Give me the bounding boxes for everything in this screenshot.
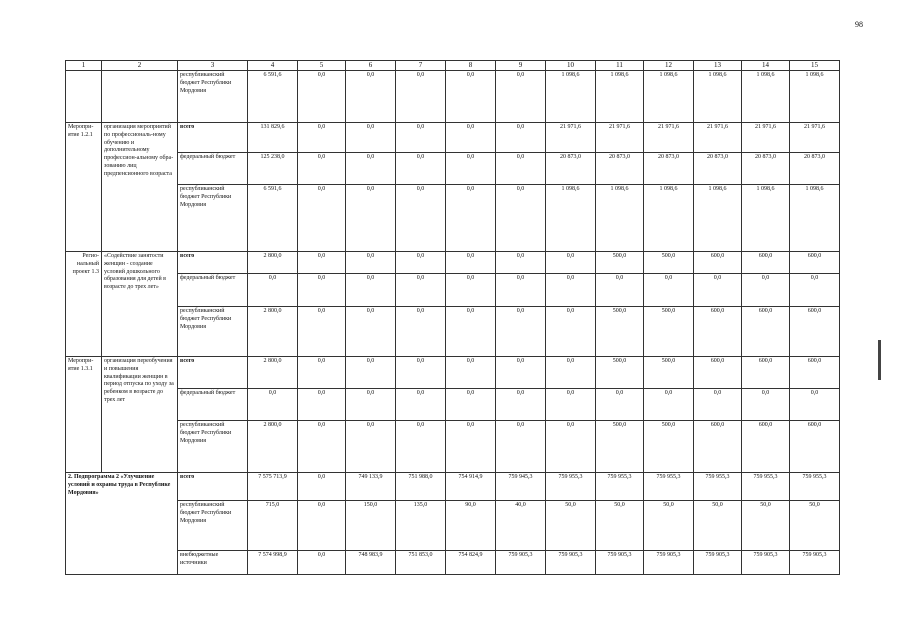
value-cell: 748 983,9	[346, 551, 396, 575]
funding-source: республиканский бюджет Республики Мордовия	[178, 501, 248, 551]
value-cell: 50,0	[644, 501, 694, 551]
value-cell: 0,0	[298, 123, 346, 153]
value-cell: 0,0	[496, 252, 546, 274]
table-row	[66, 153, 840, 185]
value-cell: 0,0	[546, 274, 596, 307]
value-cell: 21 971,6	[790, 123, 840, 153]
value-cell: 0,0	[496, 389, 546, 421]
value-cell: 1 098,6	[596, 185, 644, 252]
activity-name: организация мероприятий по профессиональ-ному обучению и дополнительному профессион-альному обра-зованию лиц предпенсионного возраста	[102, 123, 178, 252]
value-cell: 131 829,6	[248, 123, 298, 153]
value-cell: 150,0	[346, 501, 396, 551]
value-cell: 0,0	[396, 357, 446, 389]
value-cell: 600,0	[790, 252, 840, 274]
value-cell: 0,0	[596, 389, 644, 421]
value-cell: 0,0	[496, 123, 546, 153]
budget-table	[65, 60, 840, 575]
value-cell: 0,0	[446, 421, 496, 473]
value-cell: 2 800,0	[248, 357, 298, 389]
value-cell: 715,0	[248, 501, 298, 551]
value-cell: 1 098,6	[596, 71, 644, 123]
value-cell: 2 800,0	[248, 307, 298, 357]
value-cell: 0,0	[298, 153, 346, 185]
funding-source: федеральный бюджет	[178, 153, 248, 185]
value-cell: 0,0	[790, 389, 840, 421]
value-cell: 0,0	[346, 153, 396, 185]
value-cell: 1 098,6	[694, 71, 742, 123]
value-cell: 21 971,6	[694, 123, 742, 153]
value-cell: 759 955,3	[546, 473, 596, 501]
table-row	[66, 501, 840, 551]
value-cell: 0,0	[346, 274, 396, 307]
value-cell: 500,0	[596, 307, 644, 357]
table-row	[66, 252, 840, 274]
value-cell: 1 098,6	[546, 71, 596, 123]
value-cell: 0,0	[496, 153, 546, 185]
value-cell: 2 800,0	[248, 252, 298, 274]
funding-source: федеральный бюджет	[178, 274, 248, 307]
value-cell: 0,0	[396, 252, 446, 274]
table-row	[66, 123, 840, 153]
header-cell: 9	[496, 61, 546, 71]
value-cell: 0,0	[644, 274, 694, 307]
value-cell: 1 098,6	[742, 185, 790, 252]
value-cell: 600,0	[742, 421, 790, 473]
value-cell: 0,0	[446, 123, 496, 153]
value-cell: 0,0	[596, 274, 644, 307]
value-cell: 0,0	[446, 307, 496, 357]
value-cell: 759 905,3	[496, 551, 546, 575]
value-cell: 0,0	[298, 551, 346, 575]
value-cell: 0,0	[396, 185, 446, 252]
header-cell: 7	[396, 61, 446, 71]
value-cell: 135,0	[396, 501, 446, 551]
value-cell: 0,0	[496, 357, 546, 389]
value-cell: 0,0	[496, 274, 546, 307]
value-cell: 0,0	[298, 185, 346, 252]
value-cell: 0,0	[546, 421, 596, 473]
value-cell: 7 574 998,9	[248, 551, 298, 575]
value-cell: 0,0	[546, 252, 596, 274]
scan-artifact	[878, 340, 881, 380]
header-cell: 8	[446, 61, 496, 71]
value-cell: 759 955,3	[596, 473, 644, 501]
value-cell: 759 955,3	[790, 473, 840, 501]
table-row	[66, 274, 840, 307]
table-row	[66, 389, 840, 421]
value-cell: 759 905,3	[596, 551, 644, 575]
value-cell: 1 098,6	[742, 71, 790, 123]
value-cell: 500,0	[596, 357, 644, 389]
value-cell: 50,0	[596, 501, 644, 551]
header-cell: 3	[178, 61, 248, 71]
value-cell: 0,0	[546, 307, 596, 357]
value-cell: 50,0	[742, 501, 790, 551]
value-cell: 0,0	[446, 252, 496, 274]
funding-source: всего	[178, 252, 248, 274]
header-cell: 11	[596, 61, 644, 71]
value-cell: 600,0	[694, 357, 742, 389]
value-cell: 0,0	[496, 71, 546, 123]
value-cell: 600,0	[790, 421, 840, 473]
value-cell: 20 873,0	[596, 153, 644, 185]
value-cell: 0,0	[346, 357, 396, 389]
header-cell: 15	[790, 61, 840, 71]
funding-source: республиканский бюджет Республики Мордовия	[178, 71, 248, 123]
subprogram-title: 2. Подпрограмма 2 «Улучшение условий и охраны труда в Республике Мордовия»	[66, 473, 178, 575]
value-cell: 0,0	[298, 473, 346, 501]
table-row	[66, 473, 840, 501]
value-cell: 500,0	[644, 421, 694, 473]
value-cell: 21 971,6	[596, 123, 644, 153]
activity-code: Меропри-ятие 1.3.1	[66, 357, 102, 473]
value-cell: 600,0	[742, 252, 790, 274]
value-cell: 0,0	[396, 307, 446, 357]
value-cell: 0,0	[446, 71, 496, 123]
value-cell: 0,0	[694, 274, 742, 307]
value-cell: 754 914,9	[446, 473, 496, 501]
funding-source: всего	[178, 357, 248, 389]
activity-name: «Содействие занятости женщин - создание условий дошкольного образования для детей в возрасте до трех лет»	[102, 252, 178, 357]
value-cell: 0,0	[446, 389, 496, 421]
value-cell: 2 800,0	[248, 421, 298, 473]
value-cell: 759 905,3	[694, 551, 742, 575]
value-cell: 754 824,9	[446, 551, 496, 575]
table-row	[66, 421, 840, 473]
value-cell: 0,0	[396, 274, 446, 307]
header-cell: 6	[346, 61, 396, 71]
value-cell: 20 873,0	[790, 153, 840, 185]
activity-name: организация переобучения и повышения квалификации женщин в период отпуска по уходу за ребенком в возрасте до трех лет	[102, 357, 178, 473]
value-cell: 6 591,6	[248, 185, 298, 252]
value-cell: 0,0	[346, 389, 396, 421]
value-cell: 0,0	[298, 252, 346, 274]
table-row	[66, 307, 840, 357]
value-cell: 40,0	[496, 501, 546, 551]
value-cell: 749 133,9	[346, 473, 396, 501]
value-cell: 0,0	[496, 307, 546, 357]
funding-source: федеральный бюджет	[178, 389, 248, 421]
activity-code: Регио-нальный проект 1.3	[66, 252, 102, 357]
value-cell: 0,0	[346, 307, 396, 357]
header-cell: 1	[66, 61, 102, 71]
funding-source: всего	[178, 123, 248, 153]
value-cell: 21 971,6	[546, 123, 596, 153]
value-cell: 759 905,3	[742, 551, 790, 575]
header-cell: 14	[742, 61, 790, 71]
value-cell: 0,0	[446, 274, 496, 307]
value-cell: 0,0	[248, 274, 298, 307]
value-cell: 7 575 713,9	[248, 473, 298, 501]
value-cell: 0,0	[298, 307, 346, 357]
value-cell: 0,0	[298, 274, 346, 307]
value-cell: 1 098,6	[790, 185, 840, 252]
value-cell: 500,0	[644, 252, 694, 274]
value-cell: 0,0	[298, 71, 346, 123]
value-cell: 751 988,0	[396, 473, 446, 501]
value-cell: 0,0	[546, 357, 596, 389]
value-cell: 1 098,6	[790, 71, 840, 123]
value-cell: 500,0	[596, 252, 644, 274]
header-cell: 13	[694, 61, 742, 71]
value-cell: 0,0	[346, 123, 396, 153]
funding-source: республиканский бюджет Республики Мордовия	[178, 307, 248, 357]
empty-cell	[102, 71, 178, 123]
value-cell: 20 873,0	[546, 153, 596, 185]
header-cell: 10	[546, 61, 596, 71]
funding-source: всего	[178, 473, 248, 501]
value-cell: 125 238,0	[248, 153, 298, 185]
value-cell: 0,0	[396, 153, 446, 185]
table-row	[66, 185, 840, 252]
value-cell: 0,0	[644, 389, 694, 421]
value-cell: 20 873,0	[644, 153, 694, 185]
value-cell: 0,0	[496, 421, 546, 473]
value-cell: 759 955,3	[694, 473, 742, 501]
value-cell: 90,0	[446, 501, 496, 551]
value-cell: 759 945,3	[496, 473, 546, 501]
value-cell: 600,0	[694, 421, 742, 473]
value-cell: 1 098,6	[546, 185, 596, 252]
value-cell: 500,0	[596, 421, 644, 473]
value-cell: 0,0	[790, 274, 840, 307]
value-cell: 1 098,6	[694, 185, 742, 252]
header-row	[66, 61, 840, 71]
value-cell: 0,0	[346, 252, 396, 274]
value-cell: 500,0	[644, 357, 694, 389]
value-cell: 0,0	[396, 71, 446, 123]
funding-source: республиканский бюджет Республики Мордовия	[178, 421, 248, 473]
value-cell: 759 905,3	[644, 551, 694, 575]
value-cell: 0,0	[396, 389, 446, 421]
header-cell: 4	[248, 61, 298, 71]
value-cell: 0,0	[298, 389, 346, 421]
value-cell: 759 955,3	[644, 473, 694, 501]
value-cell: 0,0	[742, 274, 790, 307]
header-cell: 5	[298, 61, 346, 71]
value-cell: 0,0	[298, 357, 346, 389]
funding-source: внебюджетные источники	[178, 551, 248, 575]
value-cell: 759 905,3	[790, 551, 840, 575]
page-number: 98	[855, 20, 863, 29]
value-cell: 0,0	[346, 71, 396, 123]
value-cell: 0,0	[446, 153, 496, 185]
header-cell: 12	[644, 61, 694, 71]
value-cell: 6 591,6	[248, 71, 298, 123]
value-cell: 0,0	[248, 389, 298, 421]
value-cell: 20 873,0	[742, 153, 790, 185]
value-cell: 20 873,0	[694, 153, 742, 185]
value-cell: 751 853,0	[396, 551, 446, 575]
value-cell: 600,0	[742, 357, 790, 389]
value-cell: 0,0	[694, 389, 742, 421]
value-cell: 50,0	[694, 501, 742, 551]
value-cell: 0,0	[346, 185, 396, 252]
value-cell: 0,0	[396, 123, 446, 153]
activity-code: Меропри-ятие 1.2.1	[66, 123, 102, 252]
value-cell: 600,0	[742, 307, 790, 357]
value-cell: 600,0	[790, 307, 840, 357]
value-cell: 0,0	[346, 421, 396, 473]
value-cell: 600,0	[790, 357, 840, 389]
value-cell: 0,0	[546, 389, 596, 421]
value-cell: 21 971,6	[742, 123, 790, 153]
table-row	[66, 551, 840, 575]
value-cell: 0,0	[742, 389, 790, 421]
table-row	[66, 357, 840, 389]
value-cell: 21 971,6	[644, 123, 694, 153]
value-cell: 600,0	[694, 307, 742, 357]
funding-source: республиканский бюджет Республики Мордовия	[178, 185, 248, 252]
value-cell: 0,0	[298, 501, 346, 551]
value-cell: 0,0	[496, 185, 546, 252]
value-cell: 50,0	[546, 501, 596, 551]
value-cell: 1 098,6	[644, 71, 694, 123]
table-body	[66, 61, 840, 575]
value-cell: 600,0	[694, 252, 742, 274]
value-cell: 0,0	[446, 185, 496, 252]
value-cell: 1 098,6	[644, 185, 694, 252]
value-cell: 759 905,3	[546, 551, 596, 575]
value-cell: 0,0	[396, 421, 446, 473]
value-cell: 500,0	[644, 307, 694, 357]
empty-cell	[66, 71, 102, 123]
table-row	[66, 71, 840, 123]
value-cell: 50,0	[790, 501, 840, 551]
header-cell: 2	[102, 61, 178, 71]
value-cell: 0,0	[298, 421, 346, 473]
value-cell: 759 955,3	[742, 473, 790, 501]
value-cell: 0,0	[446, 357, 496, 389]
